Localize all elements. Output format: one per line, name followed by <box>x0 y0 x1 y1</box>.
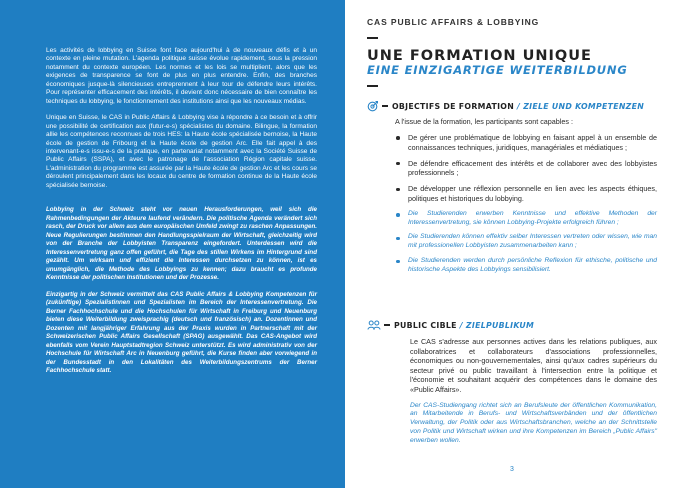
cible-text-de: Der CAS-Studiengang richtet sich an Berufsleute der öffentlichen Kommunikation, an Mitarbeitende in Berufs- und Wirtschaftsverbänden und der öffentlichen Verwaltung, der Politik oder aus Wirtschaftsbranchen, welche an der Schnittstelle von Politik und Wirtschaft wirken und ihre Kompetenzen im Bereich „Public Affairs" erwerben wollen. <box>410 401 657 445</box>
title-divider <box>367 85 378 87</box>
header-divider <box>367 37 378 39</box>
right-content-panel <box>345 0 690 488</box>
objectifs-list-de <box>395 210 657 274</box>
heading-dash <box>384 324 390 325</box>
heading-dash <box>382 105 388 106</box>
list-item: Die Studierenden erwerben Kenntnisse und effektive Methoden der Interessenvertretung, sie können Lobbying-Projekte erfolgreich führen ; <box>395 210 657 228</box>
section-objectifs <box>367 100 657 280</box>
people-icon <box>367 319 381 331</box>
list-item: De développer une réflexion personnelle en lien avec les aspects éthiques, politiques et historiques du lobbying. <box>395 184 657 203</box>
paragraph-de-1: Lobbying in der Schweiz steht vor neuen Herausforderungen, weil sich die Rahmenbedingungen der Akteure laufend verändern. Die politische Agenda verändert sich rasch, der Druck vor allem aus dem europäischen Umfeld zwingt zu raschen Anpassungen. Neue Regulierungen bestimmen den Handlungsspielraum der Wirtschaft, gleichzeitig wird von der Branche der Lobbyisten Transparenz eingefordert. Unterdessen wird die Interessenvertretung ganz offen geführt, die Tage des stillen Wirkens im Hintergrund sind gezählt. Um wirksam und effizient die Interessen durchsetzen zu können, ist es unumgänglich, die Methode des Lobbyings zu kennen; dazu braucht es profunde Kenntnisse der politischen Institutionen und der Prozesse. <box>46 206 317 282</box>
list-item: De gérer une problématique de lobbying en faisant appel à un ensemble de connaissances techniques, juridiques, managériales et médiatiques ; <box>395 133 657 152</box>
page-title-de: EINE EINZIGARTIGE WEITERBILDUNG <box>367 63 628 77</box>
paragraph-fr-2: Unique en Suisse, le CAS in Public Affairs & Lobbying vise à répondre à ce besoin et à offrir une possibilité de certification aux (futur-e-s) spécialistes du domaine. Bilingue, la formation allie les compétences reconnues de trois HES: la Haute école spécialisée bernoise, la Haute école de gestion de Fribourg et la Haute école de gestion Arc. Elle fait appel à des intervenant-e-s issu-e-s de la pratique, en partenariat notamment avec la Société Suisse de Public Affairs (SSPA), et avec le patronage de l'association Région capitale suisse. L'administration du programme est assurée par la Haute école de gestion Arc et les cours se déroulent principalement dans les locaux du centre de formation continue de la Haute école spécialisée bernoise. <box>46 114 317 189</box>
running-header: CAS PUBLIC AFFAIRS & LOBBYING <box>367 17 540 27</box>
list-item: Die Studierenden können effektiv selber Interessen vertreten oder wissen, wie man mit professionellen Lobbyisten zusammenarbeiten kann ; <box>395 233 657 251</box>
list-item: Die Studierenden werden durch persönliche Reflexion für ethische, politische und historische Aspekte des Lobbyings sensibilisiert. <box>395 257 657 275</box>
section-heading-cible <box>367 319 657 331</box>
section-cible <box>367 319 657 446</box>
list-item: De défendre efficacement des intérêts et de collaborer avec des lobbyistes professionnels ; <box>395 159 657 178</box>
objectifs-intro: A l'issue de la formation, les participants sont capables : <box>395 117 573 126</box>
objectifs-label-fr: OBJECTIFS DE FORMATION <box>392 101 515 111</box>
cible-text-fr: Le CAS s'adresse aux personnes actives dans les relations publiques, aux collaboratrices et collaborateurs d'associations professionnelles, économiques ou non-gouvernementales, ainsi qu'aux cadres supérieurs du secteur privé ou public travaillant à l'intersection entre la politique et l'économie et souhaitant acquérir des compétences dans le domaine des «Public Affairs». <box>410 337 657 394</box>
cible-label-de: / ZIELPUBLIKUM <box>459 320 535 330</box>
page-title-fr: UNE FORMATION UNIQUE <box>367 48 592 64</box>
paragraph-fr-1: Les activités de lobbying en Suisse font face aujourd'hui à de nouveaux défis et à un contexte en pleine mutation. L'agenda politique suisse évolue rapidement, sous la pression notamment du contexte européen. Les normes et les lois se multiplient, alors que les exigences de transparence se font de plus en plus entendre. Enfin, des branches économiques jusque-là silencieuses entreprennent à leur tour de défendre leurs intérêts. Pour représenter efficacement des intérêts, il devient donc nécessaire de bien connaître les techniques du lobbying, le fonctionnement des institutions ainsi que les nouveaux médias. <box>46 47 317 105</box>
target-icon <box>367 100 379 112</box>
cible-label-fr: PUBLIC CIBLE <box>394 320 457 330</box>
page-number: 3 <box>510 466 514 473</box>
objectifs-label-de: / ZIELE UND KOMPETENZEN <box>517 101 645 111</box>
objectifs-list-fr <box>395 133 657 204</box>
section-heading-objectifs <box>367 100 657 112</box>
paragraph-de-2: Einzigartig in der Schweiz vermittelt das CAS Public Affairs & Lobbying Kompetenzen für (zukünftige) Spezialistinnen und Spezialisten im Bereich der Interessenvertretung. Die Berner Fachhochschule und die Hochschulen für Wirtschaft in Freiburg und Neuenburg bieten diese Weiterbildung zweisprachig (deutsch und französisch) an. Dozentinnen und Dozenten mit langjähriger Erfahrung aus der Praxis wurden in Partnerschaft mit der Schweizerischen Public Affairs Gesellschaft (SPAG) ausgewählt. Das CAS-Angebot wird ebenfalls vom Verein Hauptstadtregion Schweiz unterstützt. Es wird administrativ von der Hochschule für Wirtschaft Arc in Neuenburg geführt, die Kurse finden aber vorwiegend in der Bundesstadt in den Lokalitäten des Weiterbildungszentrums der Berner Fachhochschule statt. <box>46 290 317 375</box>
